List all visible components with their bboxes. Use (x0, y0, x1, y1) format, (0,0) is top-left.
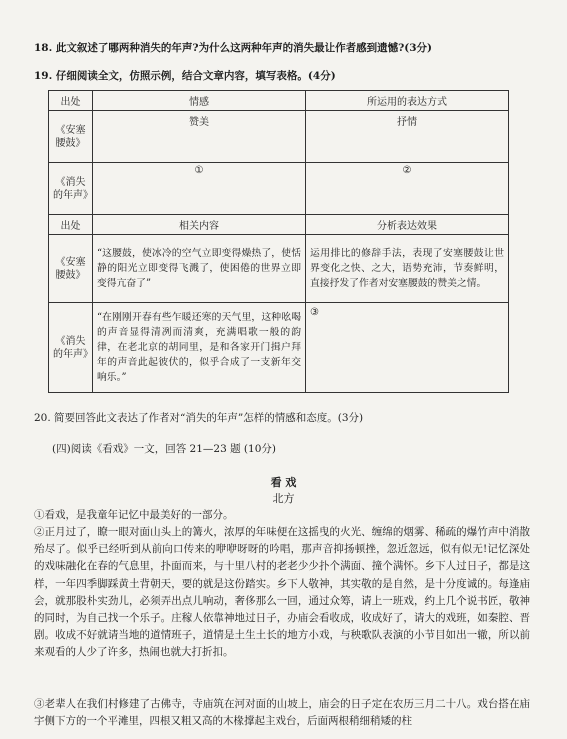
table-cell: 赞美 (93, 111, 306, 163)
table-cell: 运用排比的修辞手法，表现了安塞腰鼓让世界变化之快、之大，语势充沛，节奏鲜明，直接抒发了作者对安塞腰鼓的赞美之情。 (306, 235, 509, 303)
table-row (49, 163, 509, 215)
question-19: 19. 仔细阅读全文，仿照示例，结合文章内容，填写表格。(4分) (34, 70, 336, 82)
table-header-cell: 相关内容 (93, 215, 306, 235)
paragraph: ①看戏，是我童年记忆中最美好的一部分。 (34, 509, 234, 521)
table-cell: ① (93, 163, 306, 215)
table-row (49, 111, 509, 163)
paragraph: ②正月过了，瞭一眼对面山头上的篝火，浓厚的年味便在这摇曳的火光、缠绵的烟雾、稀疏的爆竹声中消散殆尽了。似乎已经听到从前向口传来的咿咿呀呀的吟唱，那声音抑扬顿挫，忽近忽远，似有似无!记忆深处的戏味融化在春的气息里，扑面而来，与十里八村的老老少少扑个满面、撞个满怀。乡下人过日子，都是这样，一年四季脚踩黄土背朝天，要的就是这份踏实。乡下人敬神，其实敬的是自然，是十分度诚的。每逢庙会，就那股朴实劲儿，必须弄出点儿响动，奢侈那么一回，通过众筹，请上一班戏，约上几个说书匠，敬神的同时，为自己找一个乐子。庄稼人依靠神地过日子，办庙会看收成，收成好了，请大的戏班，如秦腔、晋剧。收成不好就请当地的道情班子，道情是土生土长的地方小戏，与秧歌队表演的小节目如出一辙，所以前来观看的人少了许多，热闹也就大打折扣。 (34, 526, 530, 659)
paragraph: ③老辈人在我们村修建了古佛寺，寺庙筑在河对面的山坡上，庙会的日子定在农历三月二十八。戏台搭在庙宇侧下方的一个平滩里，四根又粗又高的木椽撑起主戏台，后面两根稍细稍矮的柱 (34, 698, 530, 728)
table-cell-source: 《安塞腰鼓》 (49, 111, 93, 163)
table-cell-source: 《消失的年声》 (49, 163, 93, 215)
article-title: 看 戏 (270, 476, 297, 489)
article-author: 北方 (272, 492, 295, 505)
table-cell: “在刚刚开春有些乍暖还寒的天气里，这种吆喝的声音显得清冽而清爽，充满唱歌一般的韵律，在老北京的胡同里，是和各家开门揖户拜年的声音此起彼伏的，似乎合成了一支新年交响乐。” (93, 303, 306, 393)
table-header-cell: 出处 (49, 215, 93, 235)
table-header-row (49, 215, 509, 235)
table-cell: ③ (306, 303, 509, 393)
table-cell: “这腰鼓，使冰冷的空气立即变得燥热了，使恬静的阳光立即变得飞溅了，使困倦的世界立即变得亢奋了” (93, 235, 306, 303)
table-row (49, 235, 509, 303)
table-cell: ② (306, 163, 509, 215)
table-header-row (49, 91, 509, 111)
question-20: 20. 简要回答此文表达了作者对“消失的年声”怎样的情感和态度。(3分) (34, 412, 364, 424)
table-header-cell: 情感 (93, 91, 306, 111)
answer-table (48, 90, 509, 393)
table-row (49, 303, 509, 393)
table-cell-source: 《消失的年声》 (49, 303, 93, 393)
question-18: 18. 此文叙述了哪两种消失的年声?为什么这两种年声的消失最让作者感到遗憾?(3分) (34, 42, 432, 54)
section-heading: (四)阅读《看戏》一文，回答 21—23 题 (10分) (52, 443, 276, 455)
table-cell-source: 《安塞腰鼓》 (49, 235, 93, 303)
table-header-cell: 所运用的表达方式 (306, 91, 509, 111)
table-header-cell: 出处 (49, 91, 93, 111)
table-header-cell: 分析表达效果 (306, 215, 509, 235)
table-cell: 抒情 (306, 111, 509, 163)
